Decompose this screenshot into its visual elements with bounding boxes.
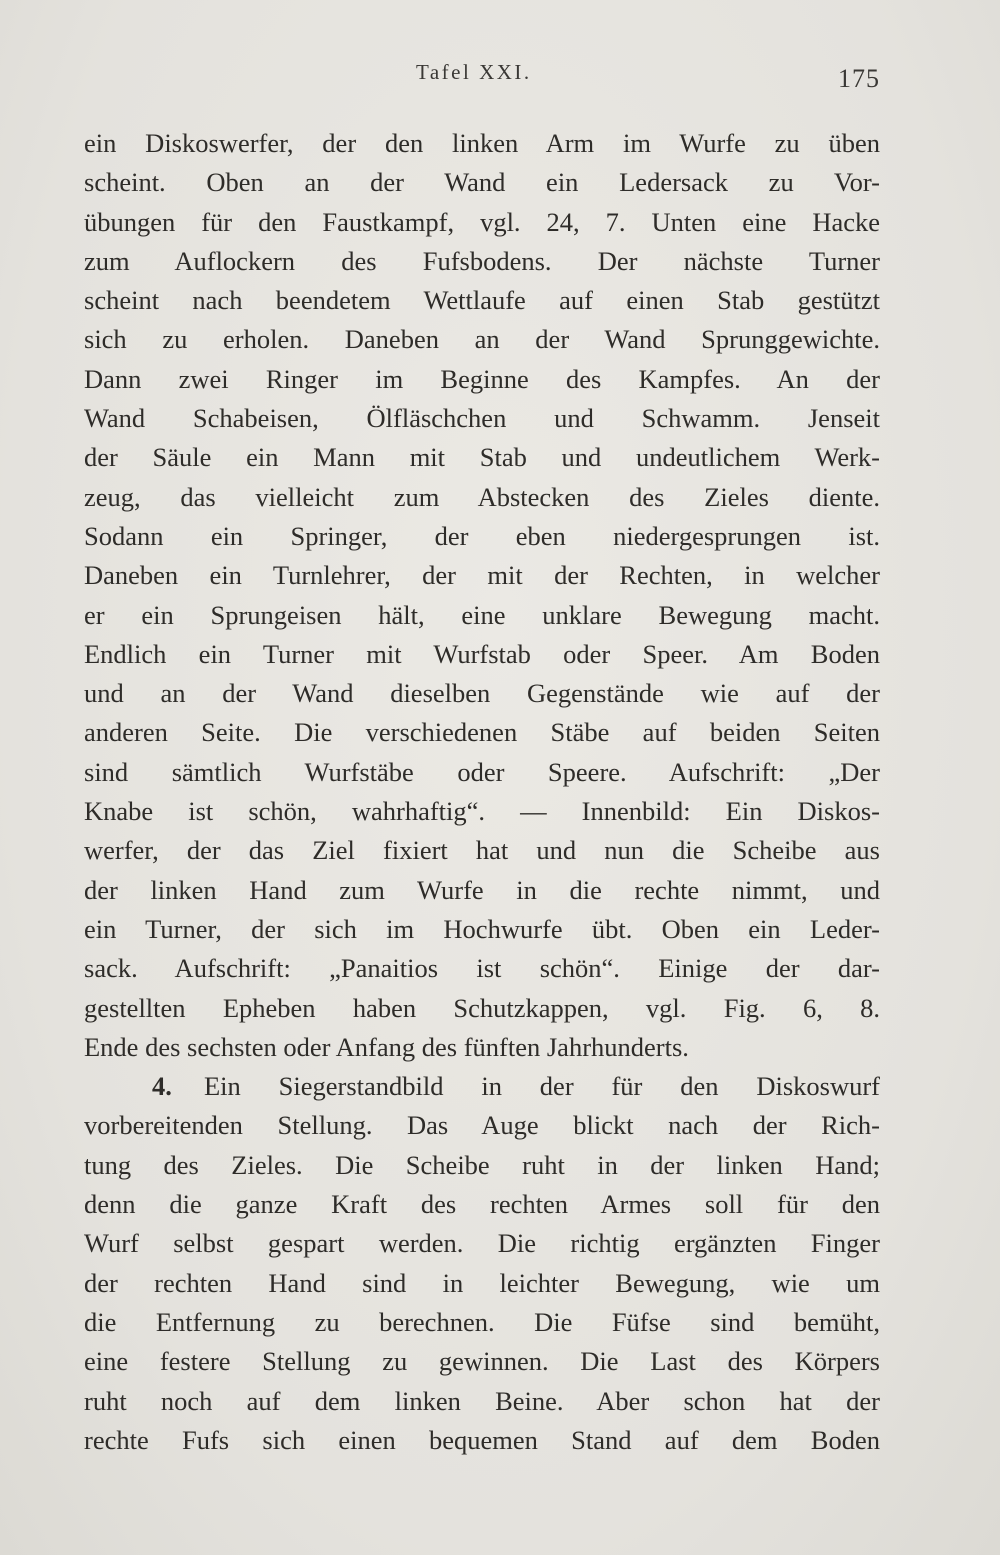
section-first-line	[84, 1067, 880, 1106]
text-line: er ein Sprungeisen hält, eine unklare Bewegung macht.	[84, 599, 880, 630]
section-number: 4.	[152, 1071, 172, 1102]
text-line: der rechten Hand sind in leichter Bewegung, wie um	[84, 1267, 880, 1298]
page-header	[0, 58, 1000, 94]
text-line: Knabe ist schön, wahrhaftig“. — Innenbild: Ein Diskos-	[84, 796, 880, 827]
section-first-line-text: Ein Siegerstandbild in der für den Diskoswurf	[204, 1071, 880, 1102]
text-line: Sodann ein Springer, der eben niedergesprungen ist.	[84, 520, 880, 551]
text-line: und an der Wand dieselben Gegenstände wie auf der	[84, 678, 880, 709]
text-line: Endlich ein Turner mit Wurfstab oder Speer. Am Boden	[84, 638, 880, 669]
text-line: Wand Schabeisen, Ölfläschchen und Schwamm. Jenseit	[84, 403, 880, 434]
text-line: scheint. Oben an der Wand ein Ledersack zu Vor-	[84, 167, 880, 198]
text-line: zeug, das vielleicht zum Abstecken des Zieles diente.	[84, 481, 880, 512]
text-line: der linken Hand zum Wurfe in die rechte nimmt, und	[84, 874, 880, 905]
text-line: sind sämtlich Wurfstäbe oder Speere. Aufschrift: „Der	[84, 756, 880, 787]
text-line: werfer, der das Ziel fixiert hat und nun die Scheibe aus	[84, 835, 880, 866]
text-line: rechte Fufs sich einen bequemen Stand auf dem Boden	[84, 1424, 880, 1455]
body-text	[84, 124, 880, 1460]
text-line: scheint nach beendetem Wettlaufe auf einen Stab gestützt	[84, 285, 880, 316]
text-line: übungen für den Faustkampf, vgl. 24, 7. Unten eine Hacke	[84, 206, 880, 237]
text-line: zum Auflockern des Fufsbodens. Der nächste Turner	[84, 245, 880, 276]
text-line: Daneben ein Turnlehrer, der mit der Rechten, in welcher	[84, 560, 880, 591]
text-line: der Säule ein Mann mit Stab und undeutlichem Werk-	[84, 442, 880, 473]
text-line: Ende des sechsten oder Anfang des fünften Jahrhunderts.	[84, 1031, 689, 1062]
text-line: sack. Aufschrift: „Panaitios ist schön“. Einige der dar-	[84, 953, 880, 984]
text-line: Wurf selbst gespart werden. Die richtig ergänzten Finger	[84, 1228, 880, 1259]
text-line: tung des Zieles. Die Scheibe ruht in der linken Hand;	[84, 1149, 880, 1180]
text-line: eine festere Stellung zu gewinnen. Die Last des Körpers	[84, 1346, 880, 1377]
text-line: gestellten Epheben haben Schutzkappen, vgl. Fig. 6, 8.	[84, 992, 880, 1023]
page-number: 175	[838, 64, 880, 93]
text-line: Dann zwei Ringer im Beginne des Kampfes. An der	[84, 363, 880, 394]
text-line: denn die ganze Kraft des rechten Armes soll für den	[84, 1189, 880, 1220]
running-head: Tafel XXI.	[416, 60, 532, 84]
text-line: ruht noch auf dem linken Beine. Aber schon hat der	[84, 1385, 880, 1416]
text-line: sich zu erholen. Daneben an der Wand Sprunggewichte.	[84, 324, 880, 355]
text-line: die Entfernung zu berechnen. Die Füfse sind bemüht,	[84, 1306, 880, 1337]
text-line: anderen Seite. Die verschiedenen Stäbe auf beiden Seiten	[84, 717, 880, 748]
text-line: ein Diskoswerfer, der den linken Arm im Wurfe zu üben	[84, 128, 880, 158]
text-line: vorbereitenden Stellung. Das Auge blickt nach der Rich-	[84, 1110, 880, 1141]
text-line: ein Turner, der sich im Hochwurfe übt. Oben ein Leder-	[84, 913, 880, 944]
